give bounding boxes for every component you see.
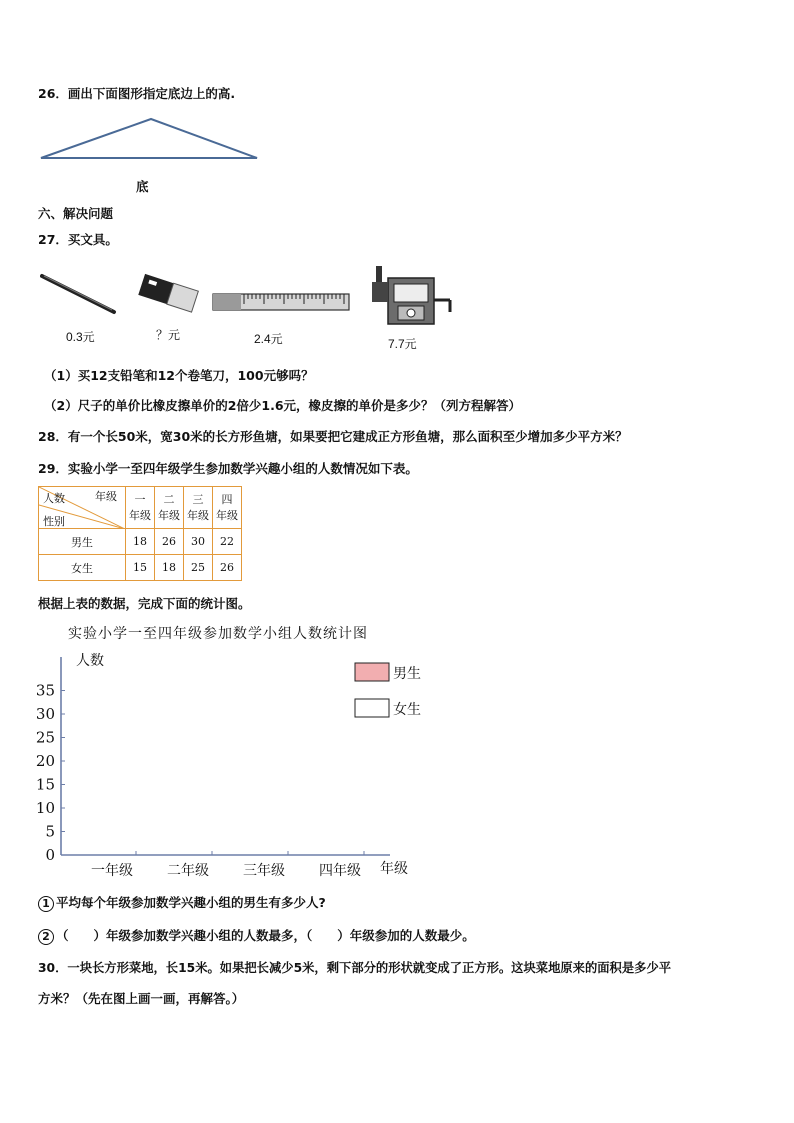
table-row [39,555,242,581]
grade-header-1: 一 年级 [126,487,155,529]
grade-header-4: 四 年级 [213,487,242,529]
table-cell: 26 [213,555,242,581]
price-sharpener: 7.7元 [388,337,417,351]
question-27-sub1: （1）买12支铅笔和12个卷笔刀，100元够吗？ [44,368,314,383]
table-cell: 26 [155,529,184,555]
table-cell: 15 [126,555,155,581]
circle-number-1: 1 [38,896,54,912]
circle-number-2: 2 [38,929,54,945]
x-tick-label: 三年级 [243,863,285,879]
y-tick-label: 25 [35,728,55,747]
y-axis-label: 人数 [76,653,104,669]
table-corner-header [39,487,126,529]
y-tick-label: 20 [35,752,55,770]
table-cell: 22 [213,529,242,555]
base-label: 底 [136,179,149,194]
pencil-sharpener-image [368,264,456,332]
price-eraser: ？元 [156,328,181,342]
chart-question-2-text: （ ）年级参加数学兴趣小组的人数最多，（ ）年级参加的人数最少。 [56,928,475,943]
row-label-girls: 女生 [39,555,126,581]
grade-header-2: 二 年级 [155,487,184,529]
row-label-boys: 男生 [39,529,126,555]
y-tick-label: 0 [45,846,55,864]
chart-title: 实验小学一至四年级参加数学小组人数统计图 [68,626,368,642]
question-28-text: 28．有一个长50米，宽30米的长方形鱼塘，如果要把它建成正方形鱼塘，那么面积至少增加多少平方米？ [38,429,628,444]
legend-swatch [355,699,389,717]
x-tick-label: 一年级 [91,863,133,879]
legend-label: 女生 [393,702,421,718]
legend-label: 男生 [393,666,421,682]
question-27-sub2: （2）尺子的单价比橡皮擦单价的2倍少1.6元，橡皮擦的单价是多少？（列方程解答） [44,398,522,413]
question-30-text-2: 方米？（先在图上画一画，再解答。） [38,991,245,1006]
corner-count-label: 人数 [43,492,65,505]
question-26-text: 26．画出下面图形指定底边上的高. [38,86,236,101]
pencil-image [40,272,120,318]
question-27-text: 27．买文具。 [38,232,118,247]
grade-header-3: 三 年级 [184,487,213,529]
section-6-title: 六、解决问题 [38,206,114,221]
price-pencil: 0.3元 [66,330,95,344]
table-cell: 18 [155,555,184,581]
y-tick-label: 5 [45,822,55,841]
question-30-text-1: 30．一块长方形菜地，长15米。如果把长减少5米，剩下部分的形状就变成了正方形。这块菜地原来的面积是多少平 [38,961,672,975]
table-row [39,529,242,555]
y-tick-label: 10 [35,799,55,817]
bar-chart [30,645,430,885]
table-cell: 18 [126,529,155,555]
stats-table [38,486,242,581]
y-tick-label: 30 [35,705,55,723]
chart-question-1 [38,893,326,912]
legend-swatch [355,663,389,681]
x-tick-label: 四年级 [319,863,361,879]
eraser-image [134,270,202,318]
chart-instruction: 根据上表的数据，完成下面的统计图。 [38,596,251,611]
corner-grade-label: 年级 [95,490,117,503]
x-axis-label: 年级 [380,861,408,877]
x-tick-label: 二年级 [167,863,209,879]
chart-question-2 [38,926,475,945]
price-ruler: 2.4元 [254,332,283,346]
chart-question-1-text: 平均每个年级参加数学兴趣小组的男生有多少人? [56,895,326,910]
question-29-text: 29．实验小学一至四年级学生参加数学兴趣小组的人数情况如下表。 [38,461,418,476]
corner-gender-label: 性别 [43,515,65,528]
y-tick-label: 15 [35,775,55,794]
y-tick-label: 35 [35,681,55,700]
ruler-image [212,290,352,314]
table-cell: 30 [184,529,213,555]
table-cell: 25 [184,555,213,581]
triangle-figure [38,114,262,164]
